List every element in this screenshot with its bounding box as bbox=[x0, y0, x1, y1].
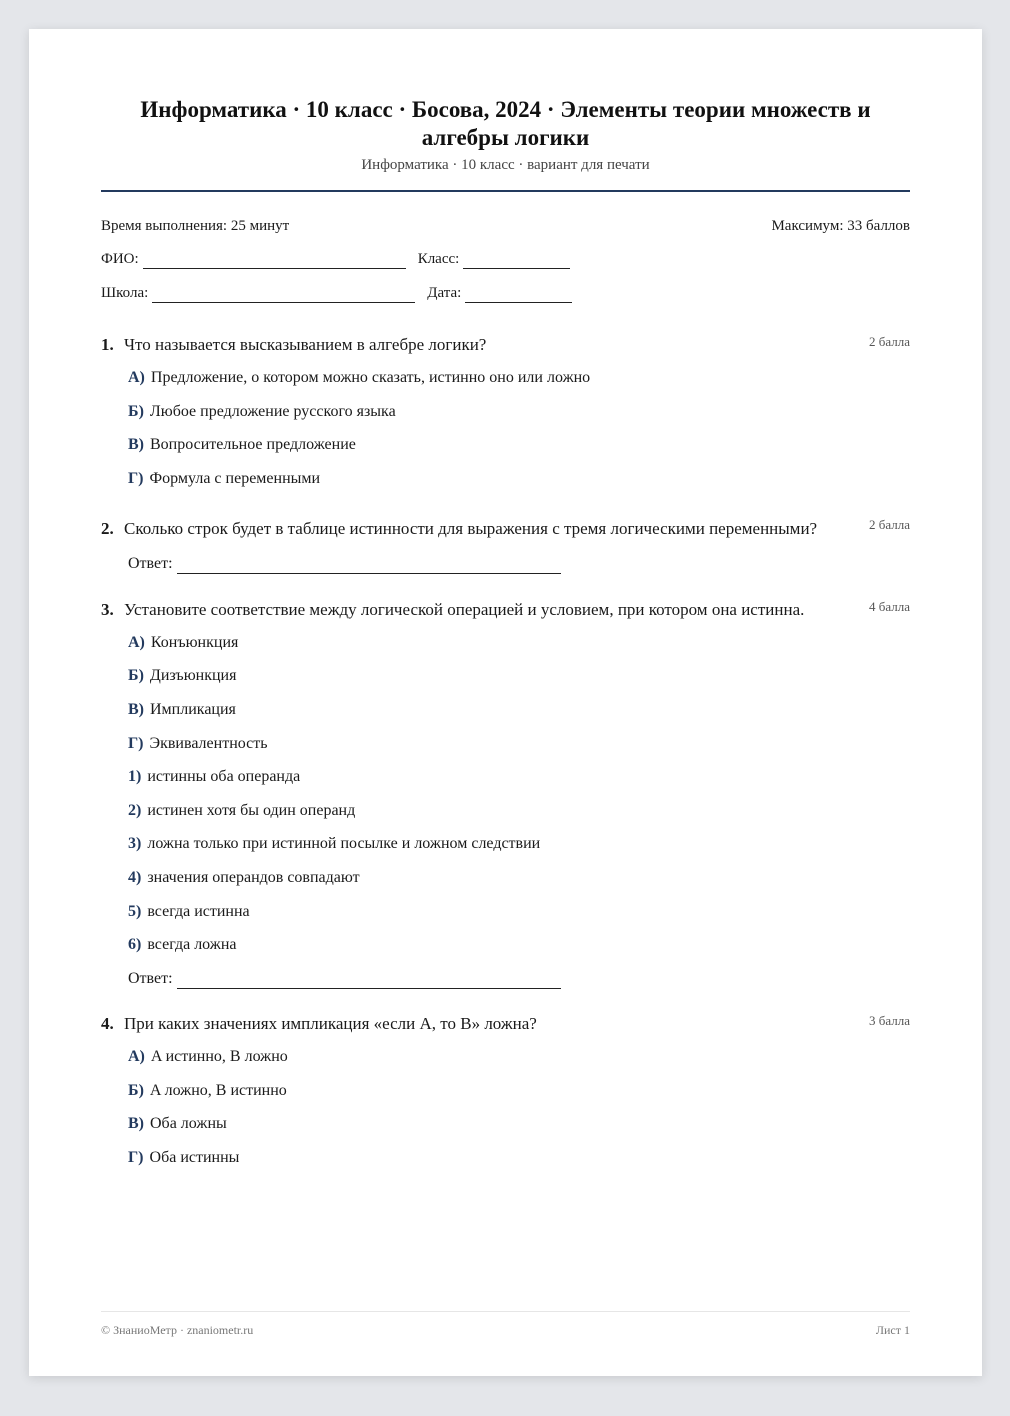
option-label: 5) bbox=[128, 902, 142, 920]
match-item bbox=[128, 734, 910, 754]
match-condition bbox=[128, 767, 910, 787]
question-number: 4. bbox=[101, 1014, 114, 1034]
answer-field[interactable] bbox=[177, 974, 561, 989]
option-label: Б) bbox=[128, 667, 144, 685]
page-footer bbox=[101, 1311, 910, 1338]
answer-option[interactable] bbox=[128, 435, 910, 455]
question-2 bbox=[101, 515, 910, 574]
answer-option[interactable] bbox=[128, 1081, 910, 1101]
option-label: Г) bbox=[128, 469, 144, 487]
option-label: В) bbox=[128, 436, 144, 454]
page-subtitle: Информатика · 10 класс · вариант для печати bbox=[361, 157, 650, 173]
question-text: Сколько строк будет в таблице истинности для выражения с тремя логическими переменными? bbox=[124, 518, 818, 538]
option-label: А) bbox=[128, 633, 145, 651]
question-number: 2. bbox=[101, 518, 114, 538]
option-label: 4) bbox=[128, 868, 142, 886]
question-1 bbox=[101, 332, 910, 489]
header-divider bbox=[101, 190, 910, 192]
answer-label: Ответ: bbox=[128, 970, 173, 988]
option-label: Б) bbox=[128, 402, 144, 420]
page-title: Информатика · 10 класс · Босова, 2024 · Элементы теории множеств и алгебры логики bbox=[140, 97, 871, 150]
option-text: Формула с переменными bbox=[149, 469, 321, 487]
option-text: A ложно, B истинно bbox=[149, 1081, 287, 1099]
date-label: Дата: bbox=[427, 285, 462, 301]
option-text: истинен хотя бы один операнд bbox=[147, 801, 356, 819]
option-label: Г) bbox=[128, 734, 144, 752]
option-text: значения операндов совпадают bbox=[147, 868, 360, 886]
option-label: В) bbox=[128, 700, 144, 718]
option-label: Г) bbox=[128, 1148, 144, 1166]
match-item bbox=[128, 633, 910, 653]
match-condition bbox=[128, 834, 910, 854]
footer-copyright: © ЗнаниоМетр · znaniometr.ru bbox=[101, 1323, 254, 1337]
option-text: Оба истинны bbox=[149, 1148, 240, 1166]
option-label: Б) bbox=[128, 1081, 144, 1099]
max-score: Максимум: 33 баллов bbox=[771, 218, 910, 234]
match-item bbox=[128, 700, 910, 720]
option-text: Импликация bbox=[150, 700, 236, 718]
option-text: A истинно, B ложно bbox=[150, 1048, 288, 1066]
meta-row bbox=[101, 216, 910, 236]
question-points: 3 балла bbox=[869, 1013, 910, 1029]
option-label: 3) bbox=[128, 835, 142, 853]
option-text: Вопросительное предложение bbox=[150, 436, 356, 454]
question-points: 2 балла bbox=[869, 334, 910, 349]
option-text: Предложение, о котором можно сказать, истинно оно или ложно bbox=[150, 369, 591, 386]
option-text: ложна только при истинной посылке и ложном следствии bbox=[147, 835, 541, 853]
question-points: 2 балла bbox=[869, 516, 910, 532]
option-label: А) bbox=[128, 1048, 145, 1066]
answer-option[interactable] bbox=[128, 1114, 910, 1134]
question-text: Установите соответствие между логической операцией и условием, при котором она истинна. bbox=[124, 599, 805, 619]
match-condition bbox=[128, 935, 910, 955]
student-fields-row-1 bbox=[101, 249, 910, 269]
student-fields-row-2 bbox=[101, 283, 910, 303]
option-text: Конъюнкция bbox=[150, 633, 239, 651]
option-text: Любое предложение русского языка bbox=[149, 402, 396, 420]
match-condition bbox=[128, 902, 910, 922]
option-text: всегда ложна bbox=[147, 936, 237, 954]
answer-option[interactable] bbox=[128, 469, 910, 489]
class-field[interactable] bbox=[463, 254, 570, 269]
answer-option[interactable] bbox=[128, 368, 910, 388]
answer-option[interactable] bbox=[128, 1047, 910, 1067]
option-label: В) bbox=[128, 1115, 144, 1133]
option-text: Дизъюнкция bbox=[149, 667, 237, 685]
answer-field[interactable] bbox=[177, 559, 561, 574]
option-label: 2) bbox=[128, 801, 142, 819]
question-points: 4 балла bbox=[869, 598, 910, 614]
class-label: Класс: bbox=[417, 251, 460, 267]
school-label: Школа: bbox=[101, 285, 149, 301]
date-field[interactable] bbox=[465, 288, 572, 303]
school-field[interactable] bbox=[152, 288, 415, 303]
question-number: 1. bbox=[101, 335, 114, 354]
match-condition bbox=[128, 801, 910, 821]
answer-row bbox=[128, 969, 910, 989]
match-condition bbox=[128, 868, 910, 888]
match-item bbox=[128, 666, 910, 686]
footer-page-number: Лист 1 bbox=[875, 1323, 910, 1337]
fio-label: ФИО: bbox=[101, 251, 139, 267]
option-label: 6) bbox=[128, 936, 142, 954]
option-label: А) bbox=[128, 369, 145, 386]
answer-row bbox=[128, 554, 910, 574]
time-limit: Время выполнения: 25 минут bbox=[101, 218, 290, 234]
option-label: 1) bbox=[128, 768, 142, 786]
option-text: всегда истинна bbox=[147, 902, 250, 920]
option-text: истинны оба операнда bbox=[147, 768, 301, 786]
worksheet-page bbox=[29, 29, 982, 1376]
option-text: Оба ложны bbox=[150, 1115, 227, 1133]
answer-option[interactable] bbox=[128, 1148, 910, 1168]
question-number: 3. bbox=[101, 599, 114, 619]
question-text: Что называется высказыванием в алгебре логики? bbox=[124, 335, 487, 354]
question-4 bbox=[101, 1011, 910, 1168]
option-text: Эквивалентность bbox=[149, 734, 268, 752]
question-text: При каких значениях импликация «если A, то B» ложна? bbox=[124, 1014, 537, 1034]
answer-option[interactable] bbox=[128, 402, 910, 422]
fio-field[interactable] bbox=[143, 254, 406, 269]
question-3 bbox=[101, 597, 910, 989]
page-content bbox=[101, 29, 910, 1168]
answer-label: Ответ: bbox=[128, 554, 173, 572]
